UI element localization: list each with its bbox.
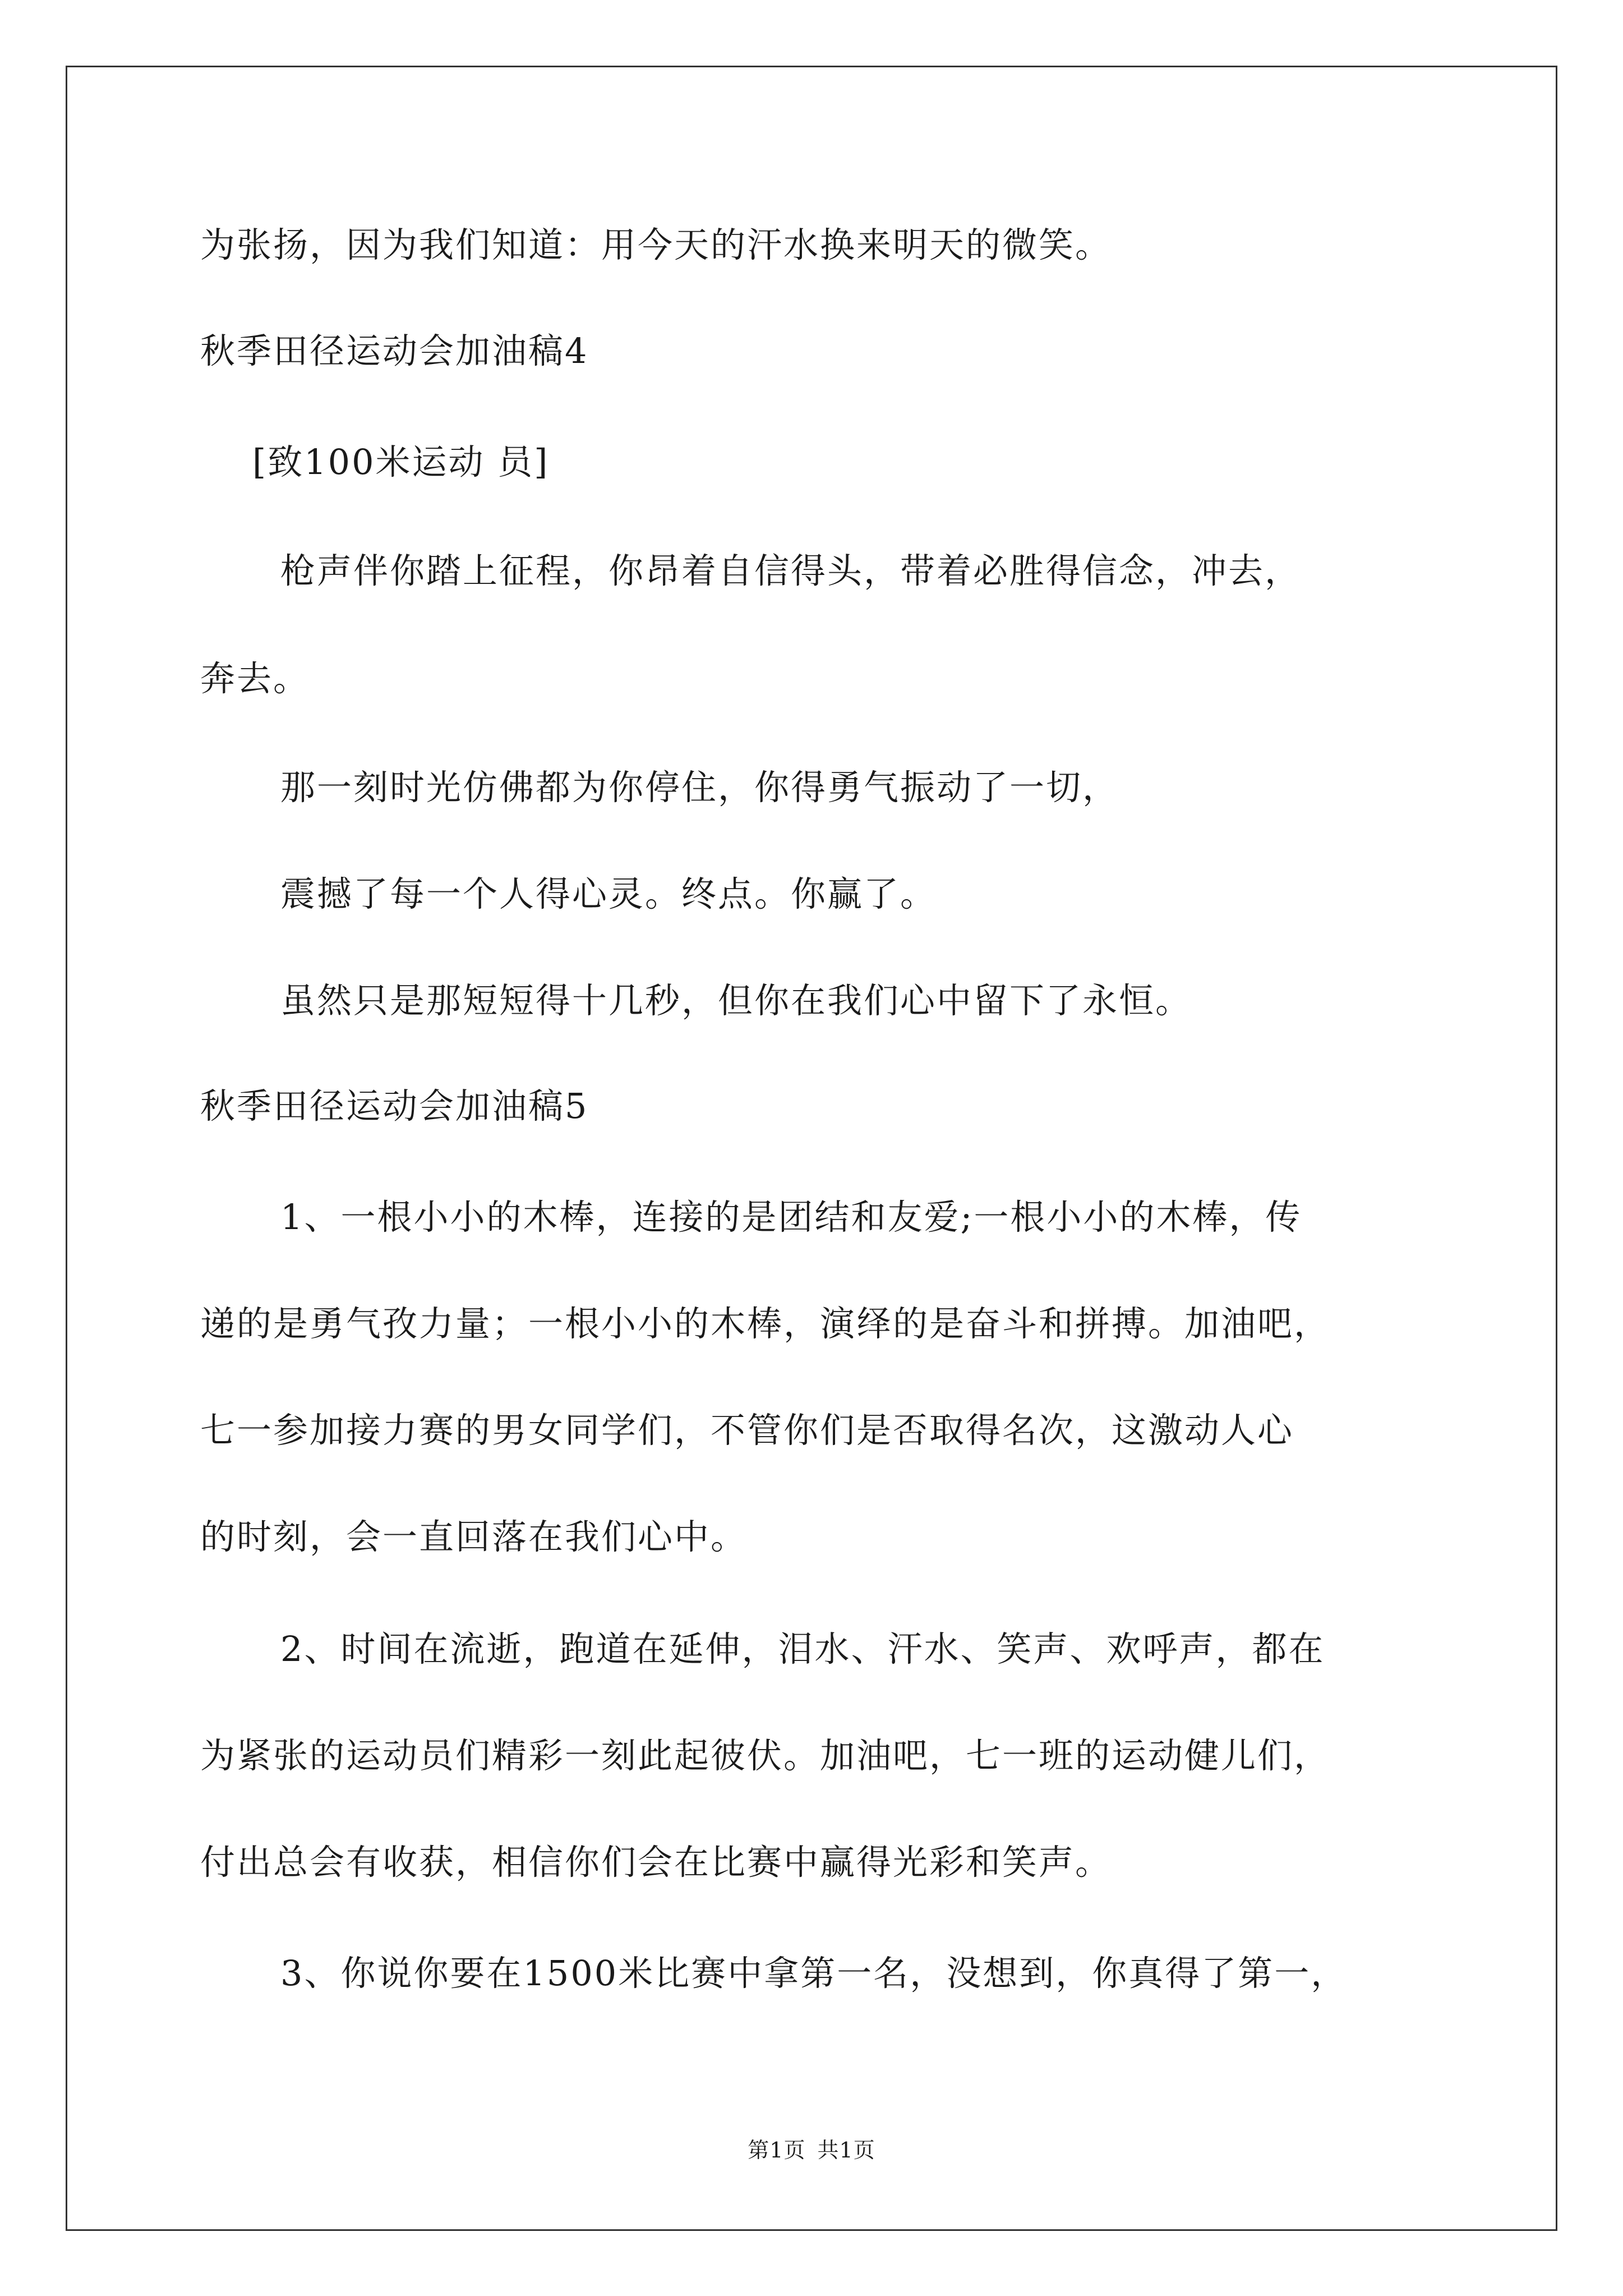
text-line: 震撼了每一个人得心灵。终点。你赢了。 (280, 873, 937, 914)
section-heading: 秋季田径运动会加油稿4 (200, 330, 589, 371)
text-line: 奔去。 (200, 658, 310, 699)
text-line: 虽然只是那短短得十几秒，但你在我们心中留下了永恒。 (280, 980, 1192, 1021)
text-line: 为紧张的运动员们精彩一刻此起彼伏。加油吧，七一班的运动健儿们， (200, 1735, 1331, 1776)
text-line: 2、时间在流逝，跑道在延伸，泪水、汗水、笑声、欢呼声，都在 (280, 1628, 1325, 1669)
text-line: 七一参加接力赛的男女同学们，不管你们是否取得名次，这激动人心 (200, 1410, 1294, 1451)
text-line: [致100米运动 员] (252, 441, 550, 482)
text-line: 递的是勇气孜力量；一根小小的木棒，演绎的是奋斗和拼搏。加油吧， (200, 1303, 1331, 1344)
page-number: 第1页 (748, 2138, 806, 2162)
text-line: 的时刻，会一直回落在我们心中。 (200, 1516, 748, 1557)
page-footer (0, 2136, 1623, 2164)
text-line: 为张扬，因为我们知道：用今天的汗水换来明天的微笑。 (200, 224, 1112, 265)
text-line: 枪声伴你踏上征程，你昂着自信得头，带着必胜得信念，冲去， (280, 550, 1302, 591)
section-heading: 秋季田径运动会加油稿5 (200, 1085, 589, 1126)
page-total: 共1页 (817, 2138, 875, 2162)
text-line: 3、你说你要在1500米比赛中拿第一名，没想到，你真得了第一， (280, 1953, 1348, 1994)
text-line: 1、一根小小的木棒，连接的是团结和友爱;一根小小的木棒，传 (280, 1197, 1302, 1237)
text-line: 付出总会有收获，相信你们会在比赛中赢得光彩和笑声。 (200, 1842, 1112, 1883)
text-line: 那一刻时光仿佛都为你停住，你得勇气振动了一切， (280, 767, 1119, 808)
page-border (66, 66, 1557, 2231)
